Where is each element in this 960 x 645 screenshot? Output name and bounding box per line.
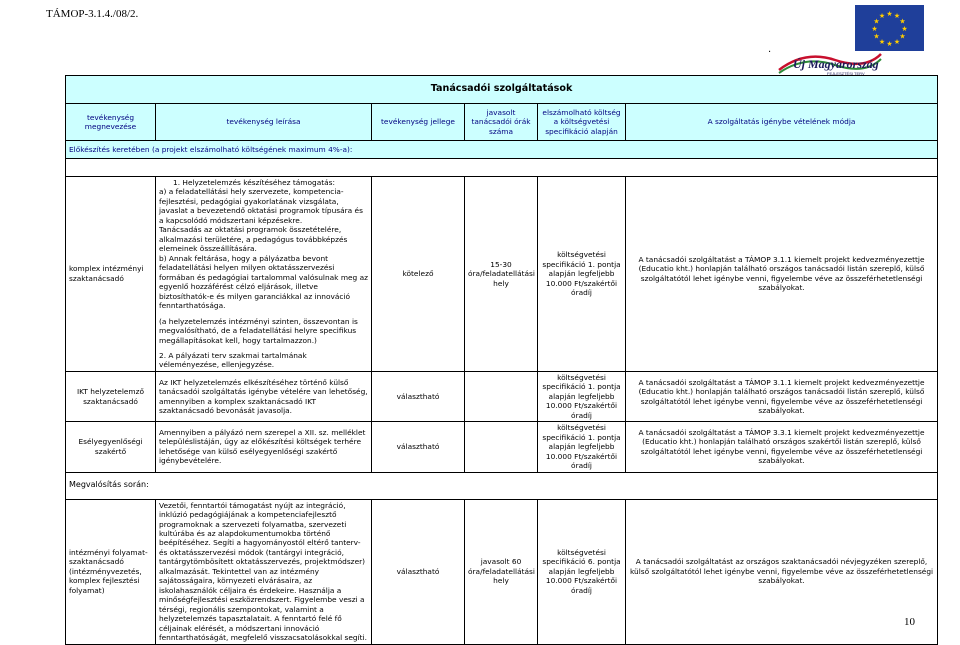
svg-text:★: ★ bbox=[901, 25, 908, 33]
column-header: tevékenység jellege bbox=[372, 104, 465, 141]
column-header: elszámolható költség a költségvetési specifikáció alapján bbox=[538, 104, 626, 141]
advisory-hours bbox=[465, 422, 538, 472]
table-row bbox=[66, 177, 938, 372]
eligible-cost: költségvetési specifikáció 1. pontja alapján legfeljebb 10.000 Ft/szakértői óradíj bbox=[538, 422, 626, 472]
section-heading: Előkészítés keretében (a projekt elszámolható költségének maximum 4%-a): bbox=[66, 141, 938, 159]
advisory-hours: javasolt 60 óra/feladatellátási hely bbox=[465, 499, 538, 644]
svg-text:★: ★ bbox=[878, 12, 886, 20]
activity-name: intézményi folyamat-szaktanácsadó (intézményvezetés, komplex fejlesztési folyamat) bbox=[66, 499, 156, 644]
eu-flag-icon bbox=[855, 5, 924, 51]
table-row bbox=[66, 472, 938, 499]
page-number: 10 bbox=[904, 616, 915, 628]
svg-text:★: ★ bbox=[893, 12, 901, 20]
header-dot: . bbox=[768, 44, 772, 55]
svg-text:★: ★ bbox=[886, 10, 893, 18]
svg-text:★: ★ bbox=[873, 32, 880, 41]
services-table bbox=[65, 75, 938, 645]
column-header: tevékenység leírása bbox=[156, 104, 372, 141]
description-paragraph: 1. Helyzetelemzés készítéséhez támogatás: bbox=[173, 178, 336, 187]
advisory-hours: 15-30 óra/feladatellátási hely bbox=[465, 177, 538, 372]
table-row bbox=[66, 422, 938, 472]
eligible-cost: költségvetési specifikáció 1. pontja alapján legfeljebb 10.000 Ft/szakértői óradíj bbox=[538, 371, 626, 421]
service-mode: A tanácsadói szolgáltatást a TÁMOP 3.3.1 kiemelt projekt kedvezményezettje (Educatio kht.) honlapján található országos szakértői listán szereplő, külső szolgáltatótól lehet igénybe venni, figyelembe véve az összeférhetetlenségi szabályokat. bbox=[626, 422, 938, 472]
spacer-row bbox=[66, 159, 938, 177]
service-mode: A tanácsadói szolgáltatást a TÁMOP 3.1.1 kiemelt projekt kedvezményezettje (Educatio kht.) honlapján található országos tanácsadói listán szereplő, külső szolgáltatótól lehet igénybe venni, figyelembe véve az összeférhetetlenségi szabályokat. bbox=[626, 177, 938, 372]
svg-text:Új Magyarország: Új Magyarország bbox=[793, 57, 879, 71]
activity-description bbox=[156, 177, 372, 372]
column-header: A szolgáltatás igénybe vételének módja bbox=[626, 104, 938, 141]
activity-name: IKT helyzetelemző szaktanácsadó bbox=[66, 371, 156, 421]
activity-description: Amennyiben a pályázó nem szerepel a XII. sz. melléklet településlistáján, úgy az előkészítési költségek terhére lehetősége van külső esélyegyenlőségi szakértő igénybevételére. bbox=[156, 422, 372, 472]
description-paragraph: 2. A pályázati terv szakmai tartalmának véleményezése, ellenjegyzése. bbox=[159, 350, 307, 370]
section-heading: Megvalósítás során: bbox=[66, 472, 938, 499]
advisory-hours bbox=[465, 371, 538, 421]
svg-text:FEJLESZTÉSI TERV: FEJLESZTÉSI TERV bbox=[827, 71, 865, 76]
service-mode: A tanácsadói szolgáltatást a TÁMOP 3.1.1 kiemelt projekt kedvezményezettje (Educatio kht.) honlapján található országos tanácsadói listán szereplő, külső szolgáltatótól lehet igénybe venni, figyelembe véve az összeférhetetlenségi szabályokat. bbox=[626, 371, 938, 421]
description-paragraph: b) Annak feltárása, hogy a pályázatba bevont feladatellátási helyen milyen oktatásszervezési formában és pedagógiai tartalommal valósulnak meg az egyenlő hozzáférést célzó eljárások, illetve biztosíthatók-e és milyen garanciákkal az innováció fenntarthatósága. bbox=[159, 253, 369, 311]
svg-text:★: ★ bbox=[873, 17, 880, 26]
description-paragraph: Tanácsadás az oktatási programok összetételére, alkalmazási területére, a pedagógus továbbképzés elemeinek összeállítására. bbox=[159, 225, 348, 254]
activity-description: Az IKT helyzetelemzés elkészítéséhez történő külső tanácsadói szolgáltatás igénybe vételére van lehetőség, amennyiben a komplex szaktanácsadó IKT szaktanácsadó bevonását javasolja. bbox=[156, 371, 372, 421]
activity-nature: választható bbox=[372, 499, 465, 644]
description-paragraph: (a helyzetelemzés intézményi szinten, összevontan is megvalósítható, de a feladatellátási helyre specifikus megállapításokat kell, hogy tartalmazzon.) bbox=[159, 316, 358, 345]
activity-nature: kötelező bbox=[372, 177, 465, 372]
activity-name: komplex intézményi szaktanácsadó bbox=[66, 177, 156, 372]
eligible-cost: költségvetési specifikáció 1. pontja alapján legfeljebb 10.000 Ft/szakértői óradíj bbox=[538, 177, 626, 372]
table-title: Tanácsadói szolgáltatások bbox=[66, 76, 938, 104]
column-header: javasolt tanácsadói órák száma bbox=[465, 104, 538, 141]
svg-text:★: ★ bbox=[899, 32, 906, 41]
table-row bbox=[66, 499, 938, 644]
table-row bbox=[66, 371, 938, 421]
document-code: TÁMOP-3.1.4./08/2. bbox=[46, 8, 139, 20]
description-paragraph: a) a feladatellátási hely szervezete, kompetencia-fejlesztési, pedagógiai gyakorlatának vizsgálata, javaslat a bevezetendő oktatási programok típusára és a kapcsolódó módszertani képzésekre. bbox=[159, 187, 363, 225]
service-mode: A tanácsadói szolgáltatást az országos szaktanácsadói névjegyzéken szereplő, külső szolgáltatótól lehet igénybe venni, figyelembe véve az összeférhetetlenségi szabályokat. bbox=[626, 499, 938, 644]
svg-text:★: ★ bbox=[878, 38, 886, 46]
svg-text:★: ★ bbox=[899, 17, 906, 26]
column-header: tevékenység megnevezése bbox=[66, 104, 156, 141]
activity-nature: választható bbox=[372, 371, 465, 421]
svg-text:★: ★ bbox=[871, 25, 878, 33]
svg-text:★: ★ bbox=[886, 40, 893, 48]
eligible-cost: költségvetési specifikáció 6. pontja alapján legfeljebb 10.000 Ft/szakértői óradíj bbox=[538, 499, 626, 644]
activity-nature: választható bbox=[372, 422, 465, 472]
activity-name: Esélyegyenlőségi szakértő bbox=[66, 422, 156, 472]
activity-description: Vezetői, fenntartói támogatást nyújt az integráció, inklúzió pedagógiájának a kompetenciafejlesztő programoknak a szervezeti folyamatba, szervezeti kultúrába és az alapdokumentumokba történő beépítéséhez. Segíti a hagyományostól eltérő tanterv-és oktatásszervezési módok (tantárgyi integráció, tantárgytömbösített oktatásszervezés, projektmódszer) alkalmazását. Tekintettel van az intézmény sajátosságaira, környezeti elvárásaira, az iskolahasználók céljaira és érdekeire. Használja a minőségfejlesztési eszközrendszert. Figyelembe veszi a térségi, regionális szempontokat, valamint a helyzetelemzés tapasztalatait. A fenntartó felé fő céljainak elérését, a módszertani innováció fenntarthatóságát, megfelelő visszacsatolásokkal segíti. bbox=[156, 499, 372, 644]
svg-text:★: ★ bbox=[893, 38, 901, 46]
